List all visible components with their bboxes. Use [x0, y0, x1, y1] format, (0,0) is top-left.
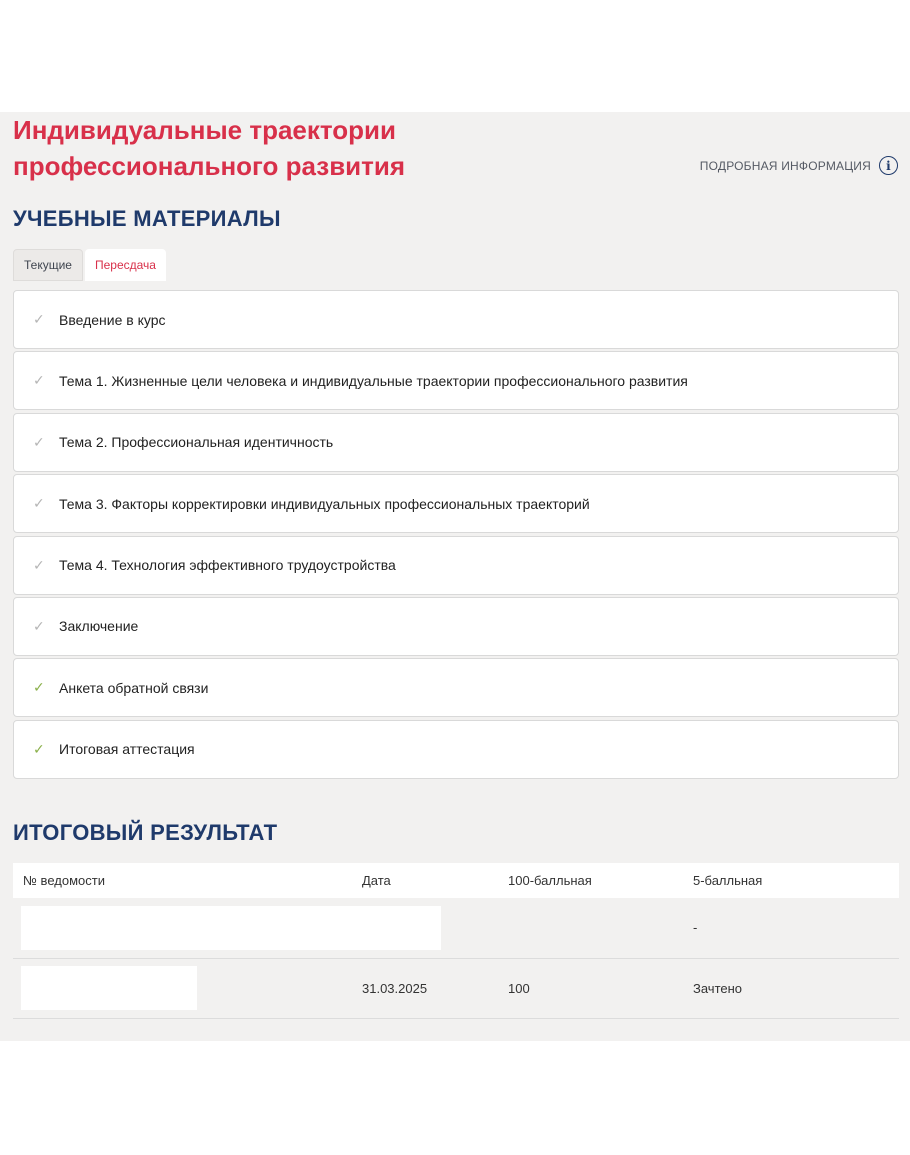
module-label: Тема 4. Технология эффективного трудоустройства — [59, 557, 396, 574]
column-header-date: Дата — [362, 873, 391, 888]
table-row — [13, 898, 899, 958]
check-icon: ✓ — [33, 372, 45, 389]
module-item-intro[interactable] — [13, 290, 899, 349]
module-label: Тема 2. Профессиональная идентичность — [59, 434, 334, 451]
cell-score100 — [498, 898, 683, 958]
column-header-score100: 100-балльная — [508, 873, 592, 888]
check-icon: ✓ — [33, 311, 45, 327]
cell-score5: Зачтено — [693, 980, 743, 996]
info-circle-icon[interactable]: i — [879, 156, 898, 175]
module-item-topic-1[interactable] — [13, 351, 899, 410]
module-item-final-assessment[interactable] — [13, 720, 899, 779]
module-label: Тема 1. Жизненные цели человека и индивидуальные траектории профессионального развития — [59, 372, 688, 389]
module-list — [13, 290, 899, 781]
module-label: Введение в курс — [59, 311, 166, 328]
results-heading: ИТОГОВЫЙ РЕЗУЛЬТАТ — [13, 820, 278, 845]
module-item-conclusion[interactable] — [13, 597, 899, 656]
tab-current[interactable]: Текущие — [13, 249, 83, 281]
module-item-topic-3[interactable] — [13, 474, 899, 533]
check-icon: ✓ — [33, 617, 45, 634]
more-info-link[interactable] — [700, 156, 898, 175]
check-icon: ✓ — [33, 679, 45, 696]
cell-date: 31.03.2025 — [362, 980, 428, 996]
table-row — [13, 958, 899, 1018]
materials-tabs — [13, 249, 166, 281]
check-icon: ✓ — [33, 740, 45, 757]
check-icon: ✓ — [33, 556, 45, 573]
course-panel — [0, 112, 910, 1041]
more-info-label: ПОДРОБНАЯ ИНФОРМАЦИЯ — [699, 158, 871, 173]
results-table — [13, 863, 899, 1019]
redacted-record-field — [21, 966, 197, 1010]
cell-score100: 100 — [508, 980, 530, 996]
column-header-score5: 5-балльная — [693, 873, 763, 888]
module-label: Тема 3. Факторы корректировки индивидуальных профессиональных траекторий — [59, 495, 590, 512]
module-label: Анкета обратной связи — [59, 679, 209, 696]
module-label: Итоговая аттестация — [59, 741, 195, 758]
module-item-topic-2[interactable] — [13, 413, 899, 472]
module-item-topic-4[interactable] — [13, 536, 899, 595]
materials-heading: УЧЕБНЫЕ МАТЕРИАЛЫ — [13, 206, 281, 231]
module-label: Заключение — [59, 618, 139, 635]
module-item-feedback[interactable] — [13, 658, 899, 717]
page-title: Индивидуальные траектории профессионального развития — [13, 115, 406, 181]
column-header-record: № ведомости — [23, 873, 105, 888]
redacted-record-field — [21, 906, 441, 950]
table-header-row — [13, 863, 899, 898]
check-icon: ✓ — [33, 495, 45, 512]
cell-score5: - — [693, 920, 698, 936]
tab-retake[interactable]: Пересдача — [85, 249, 166, 281]
check-icon: ✓ — [33, 433, 45, 450]
